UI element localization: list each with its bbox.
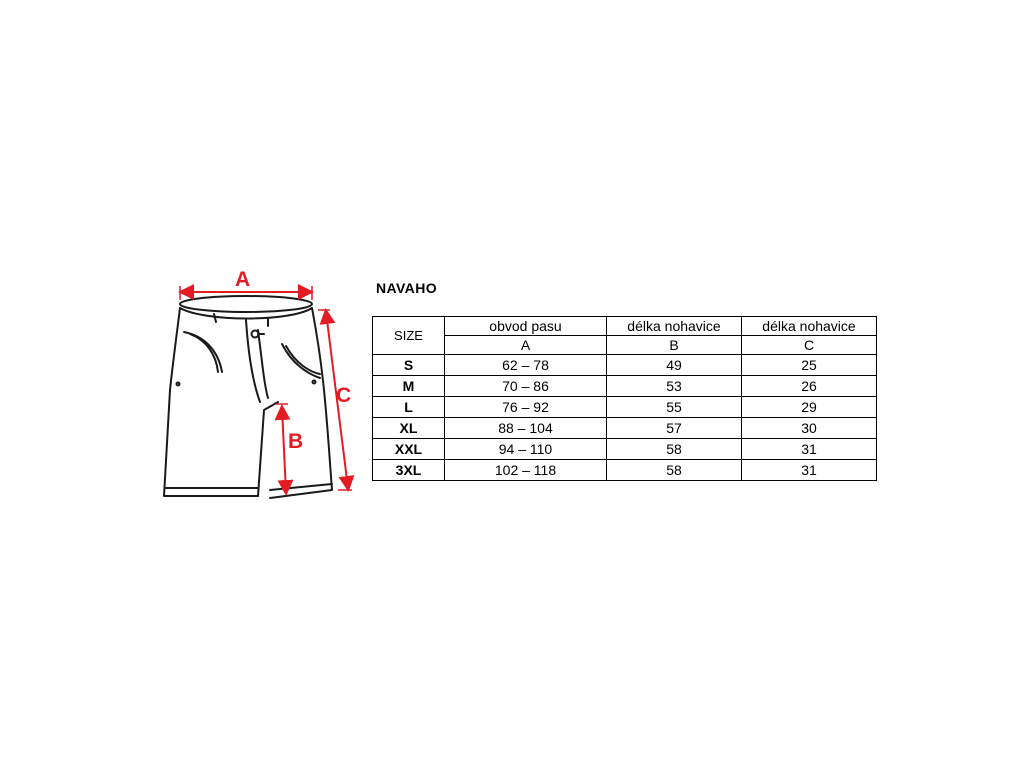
product-title: NAVAHO bbox=[376, 280, 437, 296]
column-header-waist: obvod pasu bbox=[445, 317, 607, 336]
outseam-cell: 29 bbox=[742, 397, 877, 418]
size-cell: L bbox=[373, 397, 445, 418]
size-cell: XXL bbox=[373, 439, 445, 460]
shorts-measurement-diagram bbox=[150, 260, 370, 510]
column-letter-b: B bbox=[607, 336, 742, 355]
table-row bbox=[373, 460, 877, 481]
dimension-c-label: C bbox=[336, 384, 352, 407]
size-column-header: SIZE bbox=[373, 317, 445, 355]
outseam-cell: 25 bbox=[742, 355, 877, 376]
table-row bbox=[373, 355, 877, 376]
table-letter-row bbox=[373, 336, 877, 355]
size-cell: XL bbox=[373, 418, 445, 439]
table-row bbox=[373, 439, 877, 460]
size-cell: S bbox=[373, 355, 445, 376]
table-row bbox=[373, 376, 877, 397]
column-letter-a: A bbox=[445, 336, 607, 355]
waist-cell: 70 – 86 bbox=[445, 376, 607, 397]
inseam-cell: 58 bbox=[607, 439, 742, 460]
table-header-row bbox=[373, 317, 877, 336]
dimension-a-label: A bbox=[235, 268, 251, 291]
waist-cell: 76 – 92 bbox=[445, 397, 607, 418]
column-header-outseam: délka nohavice bbox=[742, 317, 877, 336]
shorts-icon bbox=[150, 260, 370, 510]
column-header-inseam: délka nohavice bbox=[607, 317, 742, 336]
waist-cell: 88 – 104 bbox=[445, 418, 607, 439]
dimension-b-label: B bbox=[288, 430, 304, 453]
waist-cell: 94 – 110 bbox=[445, 439, 607, 460]
inseam-cell: 53 bbox=[607, 376, 742, 397]
size-cell: M bbox=[373, 376, 445, 397]
inseam-cell: 55 bbox=[607, 397, 742, 418]
table-row bbox=[373, 418, 877, 439]
outseam-cell: 31 bbox=[742, 460, 877, 481]
size-cell: 3XL bbox=[373, 460, 445, 481]
shorts-outline bbox=[164, 296, 332, 498]
size-table bbox=[372, 316, 877, 481]
inseam-cell: 57 bbox=[607, 418, 742, 439]
inseam-cell: 58 bbox=[607, 460, 742, 481]
waist-cell: 62 – 78 bbox=[445, 355, 607, 376]
outseam-cell: 26 bbox=[742, 376, 877, 397]
table-row bbox=[373, 397, 877, 418]
outseam-cell: 31 bbox=[742, 439, 877, 460]
outseam-cell: 30 bbox=[742, 418, 877, 439]
waist-cell: 102 – 118 bbox=[445, 460, 607, 481]
dimension-b-arrow bbox=[282, 408, 286, 492]
column-letter-c: C bbox=[742, 336, 877, 355]
inseam-cell: 49 bbox=[607, 355, 742, 376]
